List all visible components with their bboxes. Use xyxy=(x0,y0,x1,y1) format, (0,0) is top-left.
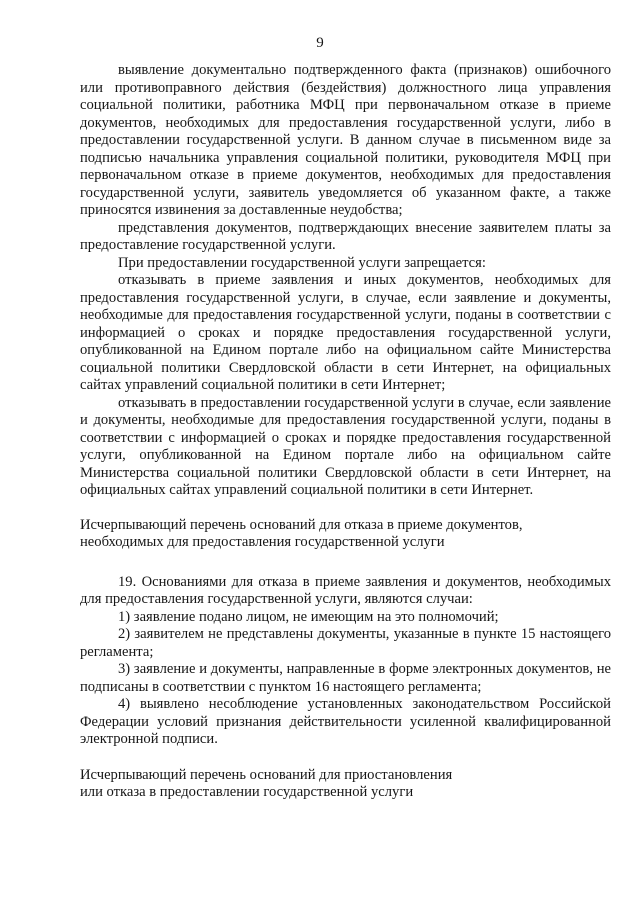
page-number: 9 xyxy=(316,35,324,51)
ground-item: 3) заявление и документы, направленные в форме электронных документов, не подписаны в соответствии с пунктом 16 настоящего регламента; xyxy=(80,661,611,695)
heading-line: Исчерпывающий перечень оснований для отказа в приеме документов, xyxy=(80,516,523,533)
paragraph-payment: представления документов, подтверждающих внесение заявителем платы за предоставление государственной услуги. xyxy=(80,219,611,253)
prohibitions-lead: При предоставлении государственной услуги запрещается: xyxy=(118,254,486,271)
document-body xyxy=(80,62,611,802)
ground-item: 4) выявлено несоблюдение установленных законодательством Российской Федерации условий признания действительности усиленной квалифицированной электронной подписи. xyxy=(80,696,611,747)
heading-line: Исчерпывающий перечень оснований для приостановления xyxy=(80,766,453,783)
prohibition-item-acceptance: отказывать в приеме заявления и иных документов, необходимых для предоставления государственной услуги, в случае, если заявление и документы, необходимые для предоставления государственной услуги, поданы в соответствии с информацией о сроках и порядке предоставления государственной услуги, опубликованной на Едином портале либо на официальном сайте Министерства социальной политики Свердловской области в сети Интернет, на официальных сайтах управлений социальной политики в сети Интернет; xyxy=(80,272,611,393)
heading-line: необходимых для предоставления государственной услуги xyxy=(80,534,445,550)
ground-item: 1) заявление подано лицом, не имеющим на это полномочий; xyxy=(118,608,499,625)
ground-item: 2) заявителем не представлены документы, указанные в пункте 15 настоящего регламента; xyxy=(80,626,611,660)
heading-line: или отказа в предоставлении государственной услуги xyxy=(80,784,414,800)
prohibition-item-provision: отказывать в предоставлении государственной услуги в случае, если заявление и документы, необходимые для предоставления государственной услуги, поданы в соответствии с информацией о сроках и порядке предоставления государственной услуги, опубликованной на Едином портале либо на официальном сайте Министерства социальной политики Свердловской области в сети Интернет, на официальных сайтах управлений социальной политики в сети Интернет. xyxy=(80,394,611,498)
paragraph-exposure: выявление документально подтвержденного факта (признаков) ошибочного или противоправного действия (бездействия) должностного лица управления социальной политики, работника МФЦ при первоначальном отказе в приеме документов, необходимых для предоставления государственной услуги, либо в предоставлении государственной услуги. В данном случае в письменном виде за подписью начальника управления социальной политики, руководителя МФЦ при первоначальном отказе в приеме документов, необходимых для предоставления государственной услуги, заявитель уведомляется об указанном факте, а также приносятся извинения за доставленные неудобства; xyxy=(80,62,611,218)
section-heading-suspension xyxy=(80,767,611,802)
section-heading-refusal-acceptance xyxy=(80,517,611,552)
clause-19: 19. Основаниями для отказа в приеме заявления и документов, необходимых для предоставления государственной услуги, являются случаи: xyxy=(80,573,611,607)
